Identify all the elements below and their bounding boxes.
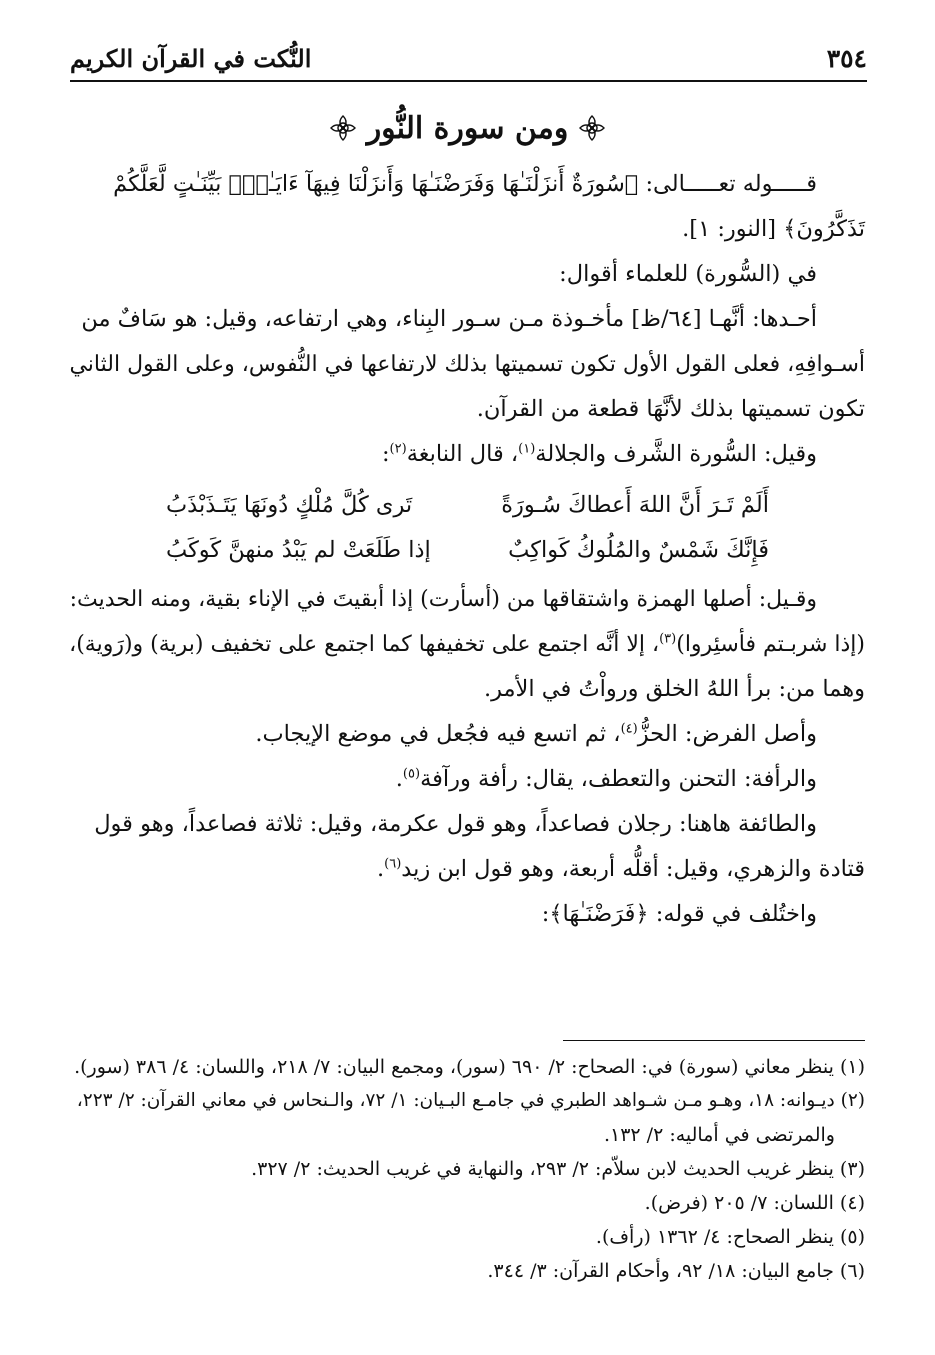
floral-ornament-icon [329, 114, 357, 142]
floral-ornament-icon [578, 114, 606, 142]
footnote: (٥) ينظر الصحاح: ٤/ ١٣٦٢ (رأف). [595, 1226, 865, 1248]
text-line [70, 622, 865, 667]
page-header [70, 38, 867, 78]
verse-row [70, 528, 865, 573]
hemistich-second: تَرى كُلَّ مُلْكٍ دُونَهَا يَتَـذَبْذَبُ [166, 492, 413, 518]
paragraph [70, 712, 865, 757]
paragraph-verse-quote [70, 162, 865, 252]
footnote: (٢) ديـوانه: ١٨، وهـو مـن شـواهد الطبري في جامـع البـيان: ١/ ٧٢، والـنحاس في معاني القرآن: ٢/ ٢٢٣، [76, 1090, 865, 1111]
text-line [70, 712, 865, 757]
text-line: واختُلف في قوله: ﴿فَرَضْنَـٰهَا﴾: [541, 901, 817, 927]
hemistich-second: إذا طَلَعَتْ لم يَبْدُ منهنَّ كَوكَبُ [166, 537, 431, 563]
footnote-marker: (٦) [384, 856, 402, 872]
paragraph [70, 577, 865, 712]
text-line: في (السُّورة) للعلماء أقوال: [559, 261, 817, 287]
footnotes [70, 1050, 865, 1288]
main-text [70, 162, 865, 937]
footnote-marker: (٢) [389, 441, 407, 457]
text-run: وأصل الفرض: الحزُّ [637, 721, 817, 747]
text-run: ، قال النابغة [406, 441, 519, 467]
text-line [70, 757, 865, 802]
surah-title: ومن سورة النُّور [366, 110, 569, 146]
text-line [70, 847, 865, 892]
text-run: قتادة والزهري، وقيل: أقلُّه أربعة، وهو قول ابن زيد [401, 856, 865, 882]
footnote-continuation: والمرتضى في أماليه: ٢/ ١٣٢. [603, 1124, 835, 1146]
text-line: تكون تسميتها بذلك لأنَّهَا قطعة من القرآن. [476, 396, 865, 422]
poem-verse [70, 483, 865, 573]
text-line [70, 432, 865, 477]
header-rule [70, 80, 867, 82]
text-line: والطائفة هاهنا: رجلان فصاعداً، وهو قول عكرمة، وقيل: ثلاثة فصاعداً، وهو قول [94, 811, 817, 837]
text-line: تَذَكَّرُونَ﴾ [النور: ١]. [682, 216, 865, 242]
text-line: أحـدها: أنَّهـا [٦٤/ظ] مأخـوذة مـن سـور البِناء، وهي ارتفاعه، وقيل: هو سَافٌ من [81, 306, 817, 332]
paragraph [70, 252, 865, 297]
text-line: أسـوافِهِ، فعلى القول الأول تكون تسميتها بذلك لارتفاعها في النُّفوس، وعلى القول الثاني [69, 352, 865, 377]
text-run: : [381, 441, 390, 467]
paragraph [70, 297, 865, 432]
text-run: . [376, 856, 385, 882]
text-line: وهما من: برأ اللهُ الخلق ورواْتُ في الأمر. [483, 676, 865, 702]
footnote: (٦) جامع البيان: ١٨/ ٩٢، وأحكام القرآن: ٣/ ٣٤٤. [487, 1260, 865, 1282]
hemistich-first: أَلَمْ تَـرَ أَنَّ اللهَ أَعطاكَ سُـورَةً [501, 492, 769, 518]
page-number: ٣٥٤ [826, 43, 867, 73]
text-line: قـــــوله تعـــــالى: ﴿سُورَةٌ أَنزَلْنَـٰهَا وَفَرَضْنَـٰهَا وَأَنزَلْنَا فِيهَآ ءَايَـٰتٍۭ بَيِّنَـٰتٍ لَّعَلَّكُمْ [113, 171, 817, 197]
hemistich-first: فَإِنَّكَ شَمْسٌ والمُلُوكُ كَواكِبٌ [508, 537, 769, 563]
running-title: النُّكت في القرآن الكريم [70, 43, 312, 73]
text-run: والرأفة: التحنن والتعطف، يقال: رأفة ورآفة [420, 766, 817, 792]
text-run: وقيل: السُّورة الشَّرف والجلالة [535, 441, 817, 467]
text-run: . [395, 766, 403, 792]
footnote-marker: (٥) [402, 766, 421, 782]
footnote: (١) ينظر معاني (سورة) في: الصحاح: ٢/ ٦٩٠ (سور)، ومجمع البيان: ٧/ ٢١٨، واللسان: ٤/ ٣٨٦ (سور). [74, 1056, 865, 1078]
paragraph [70, 432, 865, 477]
footnote: (٣) ينظر غريب الحديث لابن سلاّم: ٢/ ٢٩٣، والنهاية في غريب الحديث: ٢/ ٣٢٧. [251, 1158, 865, 1180]
verse-row [70, 483, 865, 528]
footnote-marker: (٤) [620, 721, 638, 737]
text-run: (إذا شربـتم فأسئِروا) [676, 632, 865, 657]
text-run: ، ثم اتسع فيه فجُعل في موضع الإيجاب. [255, 721, 621, 747]
footnote-marker: (٣) [659, 631, 677, 647]
paragraph [70, 757, 865, 802]
paragraph [70, 892, 865, 937]
text-run: ، إلا أنَّه اجتمع على تخفيفها كما اجتمع على تخفيف (برية) و(رَوية)، [69, 632, 660, 657]
footnote-separator [563, 1040, 865, 1041]
footnote-marker: (١) [518, 441, 536, 457]
surah-heading [0, 100, 935, 156]
footnote: (٤) اللسان: ٧/ ٢٠٥ (فرض). [644, 1192, 865, 1214]
paragraph [70, 802, 865, 892]
text-line: وقـيل: أصلها الهمزة واشتقاقها من (أسأرت) إذا أبقيتَ في الإناء بقية، ومنه الحديث: [69, 587, 817, 612]
